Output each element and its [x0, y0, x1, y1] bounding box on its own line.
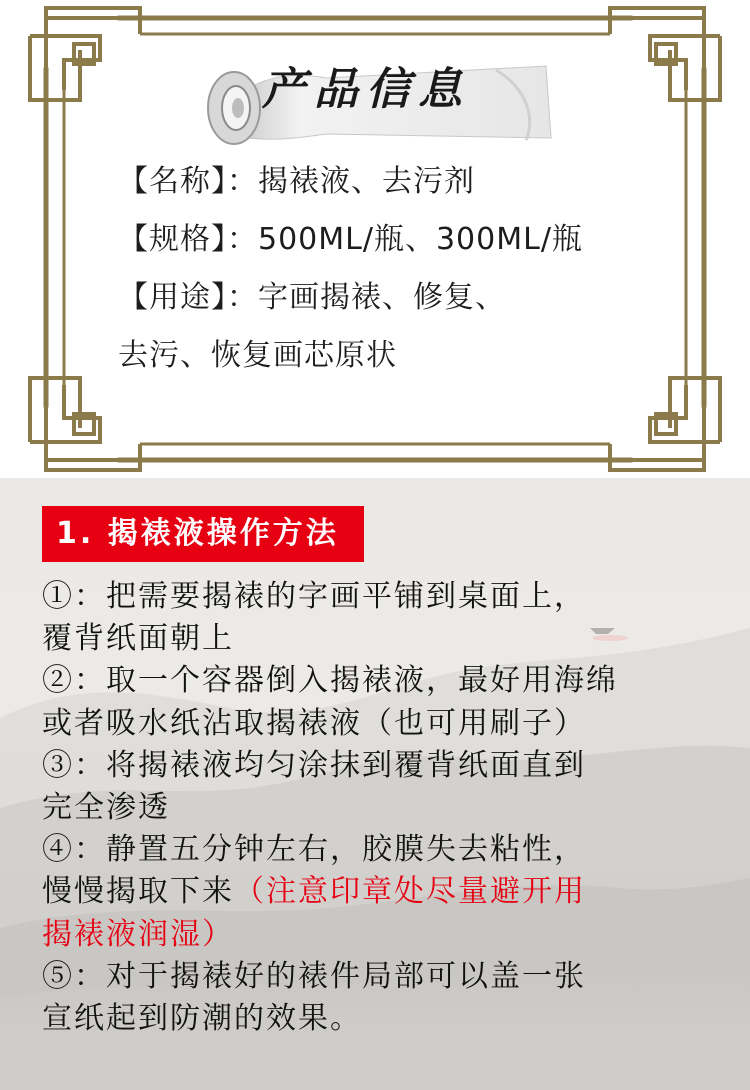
step-4-line-2: [42, 871, 732, 913]
step-5-line-2: 宣纸起到防潮的效果。: [42, 1001, 362, 1037]
step-2-line-1: ②：取一个容器倒入揭裱液，最好用海绵: [42, 663, 618, 699]
use-value-line2: 去污、恢复画芯原状: [118, 338, 397, 373]
spec-value: 500ML/瓶、300ML/瓶: [258, 222, 583, 257]
step-2-line-2: 或者吸水纸沾取揭裱液（也可用刷子）: [42, 705, 586, 741]
banner-title: 产品信息: [262, 64, 470, 115]
name-value: 揭裱液、去污剂: [258, 164, 475, 199]
spec-row: [118, 220, 583, 260]
step-4-warning-line-2: 揭裱液润湿）: [42, 916, 234, 952]
use-label: 【用途】: [118, 280, 227, 315]
use-row: [118, 278, 506, 318]
step-3-line-2: 完全渗透: [42, 790, 170, 826]
step-4-warning: （注意印章处尽量避开用: [234, 874, 586, 910]
name-label: 【名称】: [118, 164, 227, 199]
spec-separator: ：: [227, 222, 258, 257]
use-separator: ：: [227, 280, 258, 315]
step-1-line-1: ①：把需要揭裱的字画平铺到桌面上，: [42, 579, 586, 614]
use-value-line1: 字画揭裱、修复、: [258, 280, 506, 315]
method-section-header: 1. 揭裱液操作方法: [42, 506, 364, 562]
method-panel: [0, 478, 750, 1090]
product-info-panel: [0, 0, 750, 478]
step-1-line-2: 覆背纸面朝上: [42, 621, 234, 657]
step-4-line-1: ④：静置五分钟左右，胶膜失去粘性，: [42, 832, 586, 868]
name-separator: ：: [227, 164, 258, 199]
spec-label: 【规格】: [118, 222, 227, 257]
step-5-line-1: ⑤：对于揭裱好的裱件局部可以盖一张: [42, 958, 586, 994]
step-3-line-1: ③：将揭裱液均匀涂抹到覆背纸面直到: [42, 747, 586, 783]
name-row: [118, 162, 475, 202]
method-steps: [42, 576, 732, 1040]
step-4-text: 慢慢揭取下来: [42, 874, 234, 910]
